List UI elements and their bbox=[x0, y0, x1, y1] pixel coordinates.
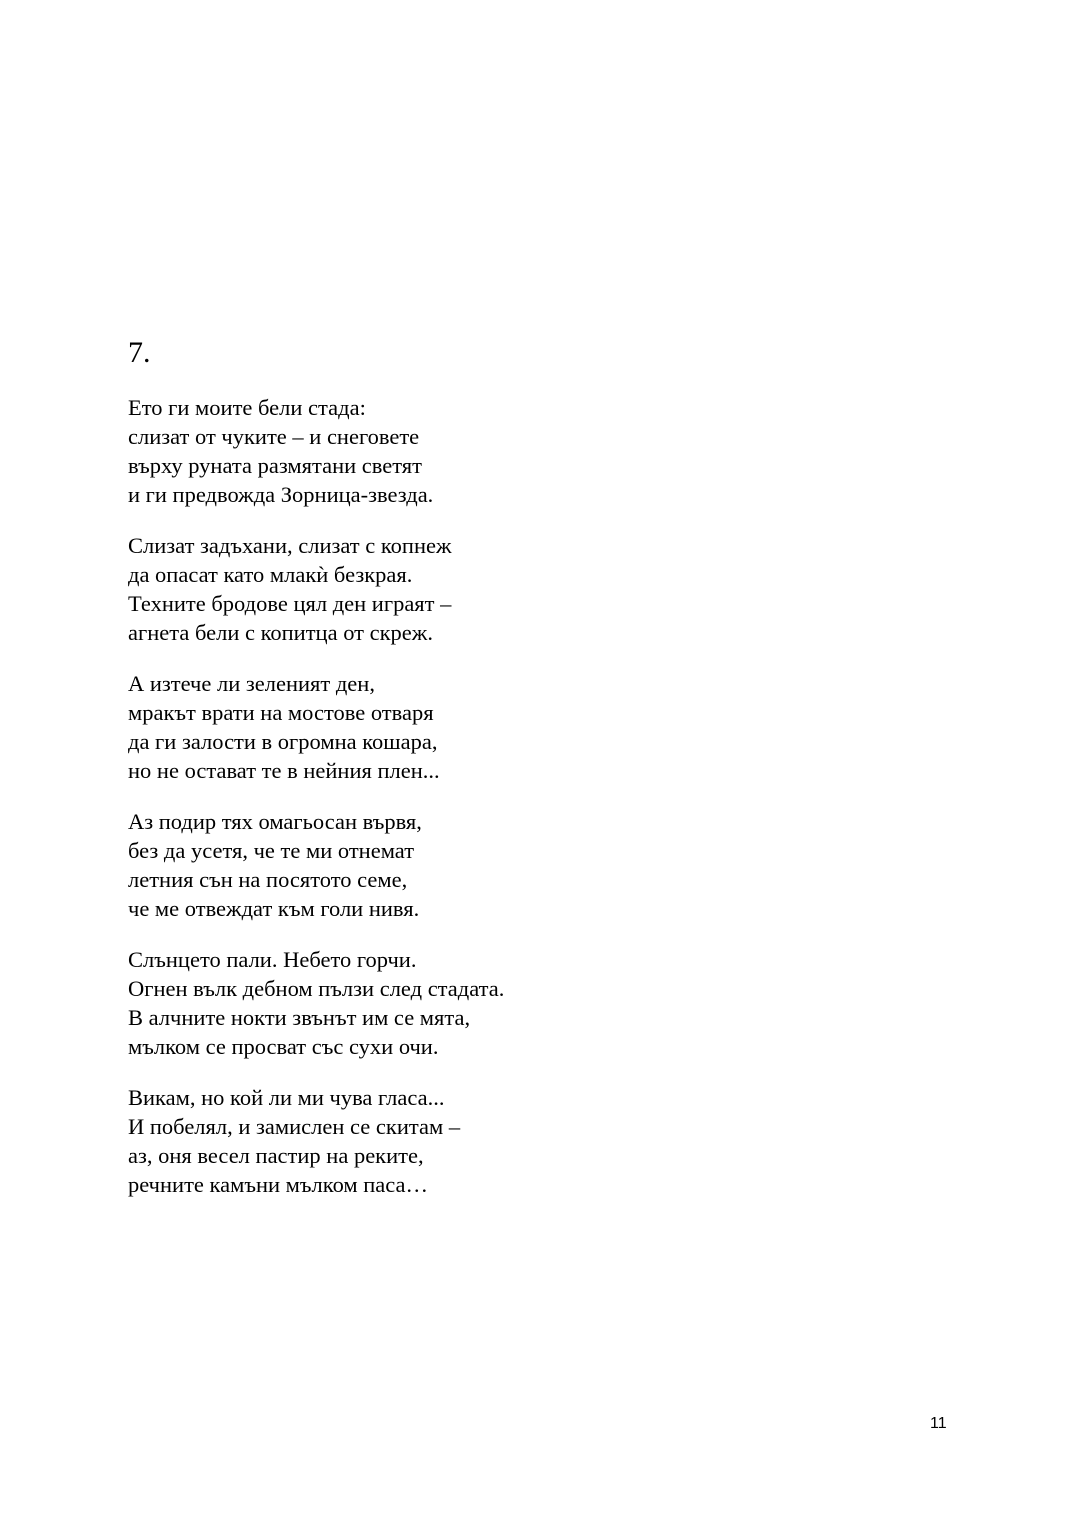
poem-line: че ме отвеждат към голи нивя. bbox=[128, 896, 420, 921]
poem-line: В алчните нокти звънът им се мята, bbox=[128, 1005, 471, 1030]
poem-line: върху руната размятани светят bbox=[128, 453, 422, 478]
poem-line: и ги предвожда Зорница-звезда. bbox=[128, 482, 434, 507]
poem-line: Огнен вълк дебном пълзи след стадата. bbox=[128, 976, 505, 1001]
poem-line: Аз подир тях омагьосан вървя, bbox=[128, 809, 422, 834]
poem-line: речните камъни мълком паса… bbox=[128, 1172, 429, 1197]
poem-line: но не остават те в нейния плен... bbox=[128, 758, 440, 783]
stanza-3 bbox=[128, 669, 928, 785]
poem-line: мракът врати на мостове отваря bbox=[128, 700, 434, 725]
poem-line: аз, оня весел пастир на реките, bbox=[128, 1143, 424, 1168]
poem-body bbox=[128, 393, 928, 1221]
stanza-1 bbox=[128, 393, 928, 509]
poem-line: летния сън на посятото семе, bbox=[128, 867, 408, 892]
poem-line: И побелял, и замислен се скитам – bbox=[128, 1114, 461, 1139]
poem-line: Техните бродове цял ден играят – bbox=[128, 591, 452, 616]
poem-line: да опасат като млакѝ безкрая. bbox=[128, 562, 413, 587]
poem-line: без да усетя, че те ми отнемат bbox=[128, 838, 415, 863]
poem-line: Ето ги моите бели стада: bbox=[128, 395, 366, 420]
poem-line: слизат от чуките – и снеговете bbox=[128, 424, 420, 449]
poem-line: Викам, но кой ли ми чува гласа... bbox=[128, 1085, 445, 1110]
stanza-5 bbox=[128, 945, 928, 1061]
poem-line: Слънцето пали. Небето горчи. bbox=[128, 947, 417, 972]
page-number: 11 bbox=[930, 1415, 947, 1432]
poem-line: Слизат задъхани, слизат с копнеж bbox=[128, 533, 452, 558]
poem-line: да ги залости в огромна кошара, bbox=[128, 729, 438, 754]
poem-line: мълком се просват със сухи очи. bbox=[128, 1034, 439, 1059]
poem-line: агнета бели с копитца от скреж. bbox=[128, 620, 433, 645]
stanza-6 bbox=[128, 1083, 928, 1199]
poem-line: А изтече ли зеленият ден, bbox=[128, 671, 375, 696]
stanza-2 bbox=[128, 531, 928, 647]
stanza-4 bbox=[128, 807, 928, 923]
poem-number: 7. bbox=[128, 336, 151, 369]
